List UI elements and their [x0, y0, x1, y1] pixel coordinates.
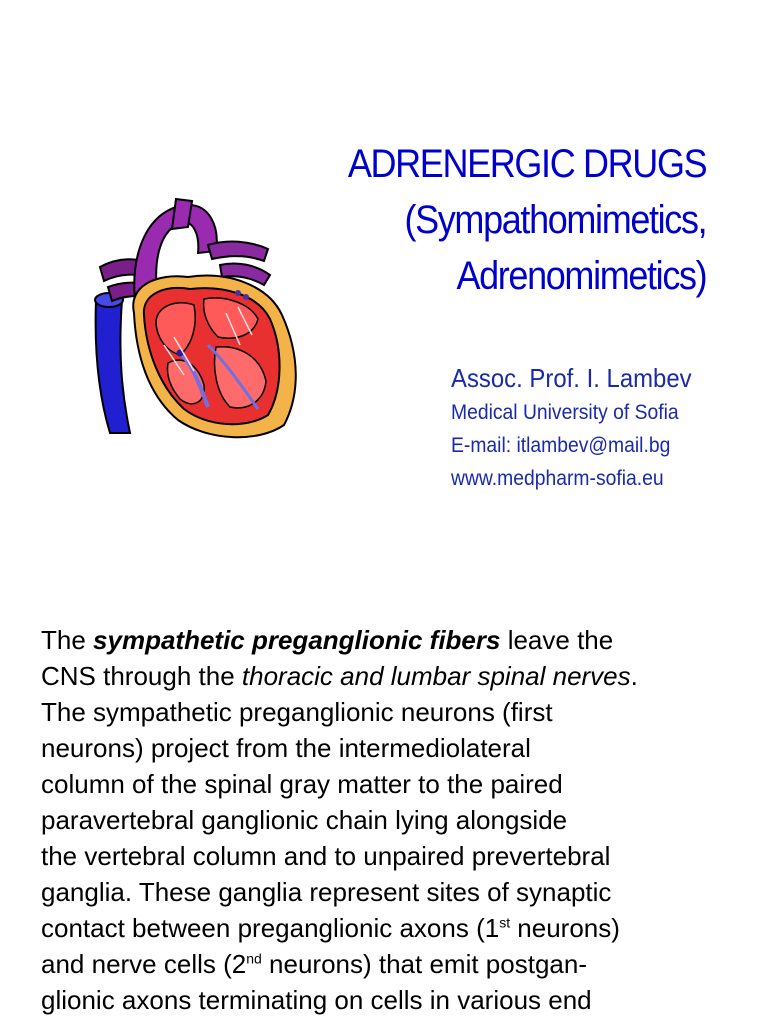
- text-span: contact between preganglionic axons (1: [41, 913, 500, 943]
- text-line: neurons) project from the intermediolateral: [41, 733, 531, 763]
- text-line: [41, 946, 741, 982]
- text-span: CNS through the: [41, 661, 242, 691]
- text-line: ganglia. These ganglia represent sites of synaptic: [41, 877, 612, 907]
- text-line: The sympathetic preganglionic neurons (first: [41, 697, 553, 727]
- text-line: [41, 910, 741, 946]
- author-name: Assoc. Prof. I. Lambev: [451, 363, 692, 393]
- text-line: [41, 658, 741, 694]
- text-line: paravertebral ganglionic chain lying alongside: [41, 805, 568, 835]
- superscript: st: [499, 914, 511, 931]
- text-line: the vertebral column and to unpaired prevertebral: [41, 841, 611, 871]
- slide-title: [348, 136, 706, 304]
- author-email: E-mail: itlambev@mail.bg: [451, 434, 671, 457]
- title-line-2: (Sympathomimetics,: [404, 198, 706, 242]
- text-span: The: [41, 625, 94, 655]
- text-span: and nerve cells (2: [41, 949, 247, 979]
- title-line-3: Adrenomimetics): [456, 254, 706, 298]
- text-line: glionic axons terminating on cells in various end: [41, 985, 592, 1015]
- italic-text: thoracic and lumbar spinal nerves: [241, 661, 631, 691]
- superscript: nd: [246, 950, 262, 967]
- author-affiliation: Medical University of Sofia: [451, 401, 679, 424]
- text-line: [41, 622, 741, 658]
- emphasis-text: sympathetic preganglionic fibers: [93, 625, 501, 655]
- author-block: [451, 360, 692, 495]
- text-span: neurons): [510, 913, 620, 943]
- author-website: www.medpharm-sofia.eu: [451, 467, 664, 490]
- heart-cross-section-icon: [88, 195, 313, 440]
- text-line: column of the spinal gray matter to the paired: [41, 769, 563, 799]
- text-span: leave the: [500, 625, 614, 655]
- text-span: neurons) that emit postgan-: [261, 949, 587, 979]
- title-line-1: ADRENERGIC DRUGS: [347, 142, 706, 186]
- text-span: .: [630, 661, 638, 691]
- body-paragraph: [41, 622, 741, 1018]
